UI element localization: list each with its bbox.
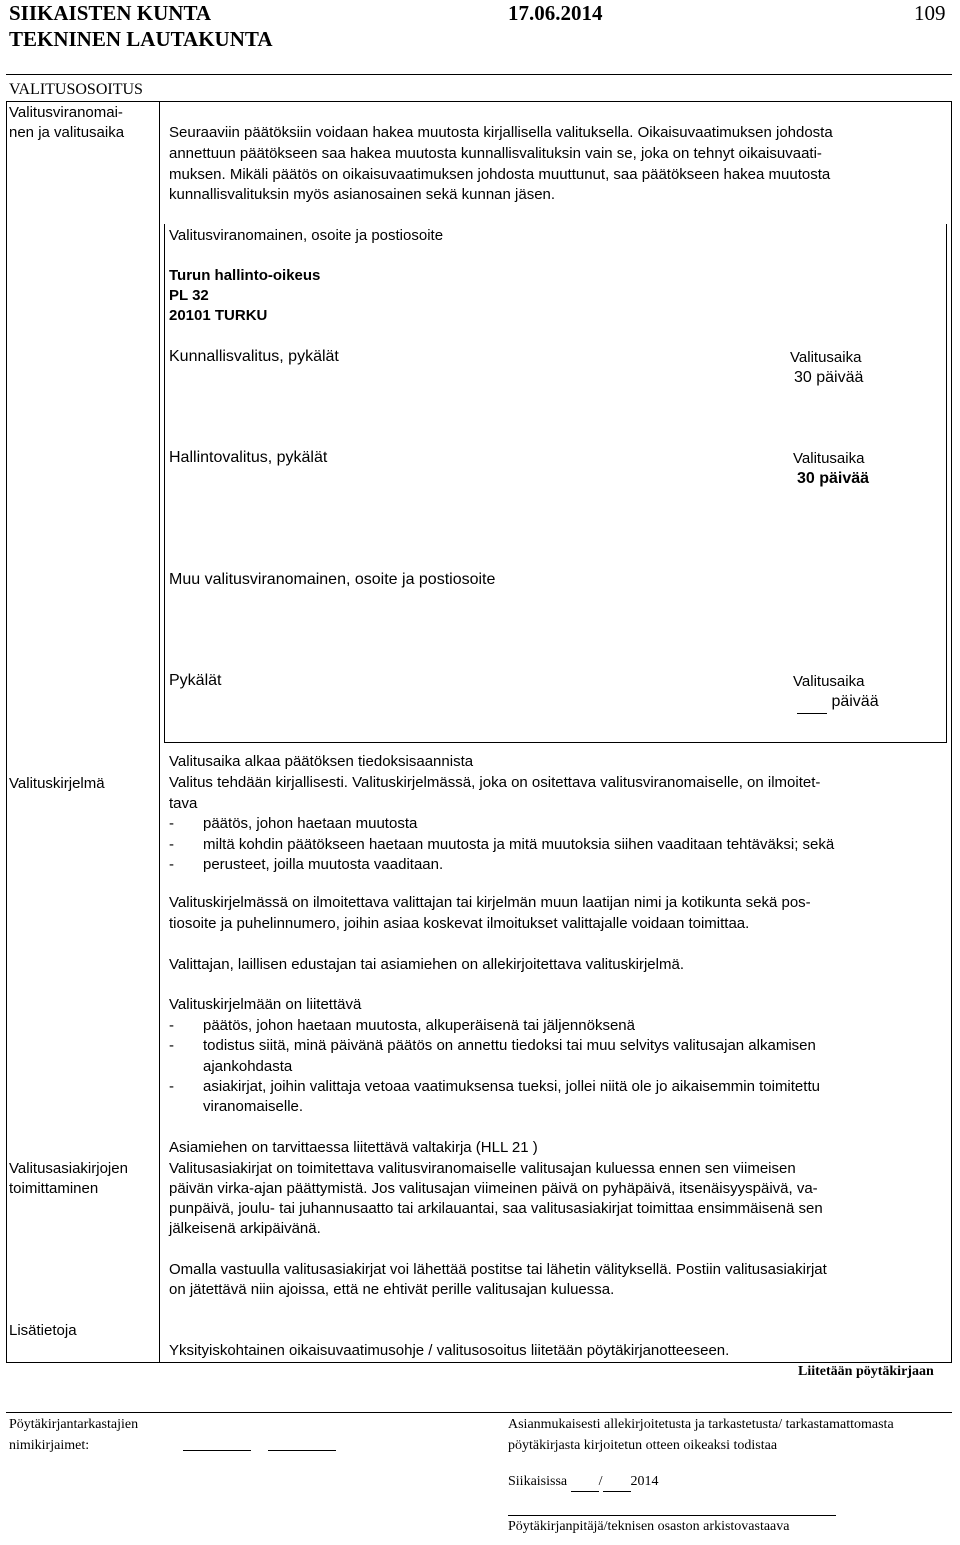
delivery-label-1: Valitusasiakirjojen — [9, 1160, 128, 1177]
certified-text-1: Asianmukaisesti allekirjoitetusta ja tarkastetusta/ tarkastamattomasta — [508, 1417, 894, 1432]
bullet-text: päätös, johon haetaan muutosta — [203, 815, 418, 832]
extra-info-text: Yksityiskohtainen oikaisuvaatimusohje / valitusosoitus liitetään pöytäkirjanotteeseen. — [169, 1342, 730, 1359]
attachment-bullet: - asiakirjat, joihin valittaja vetoaa vaatimuksensa tueksi, jollei niitä ole jo aikaisemmin toimitettu — [169, 1078, 820, 1095]
table-right-border — [951, 101, 952, 1363]
municipal-appeal-period-label: Valitusaika — [790, 349, 862, 366]
other-appeal-period — [797, 692, 879, 714]
footer-divider — [6, 1412, 952, 1413]
initials-label: nimikirjaimet: — [9, 1438, 90, 1453]
authority-section-label-2: nen ja valitusaika — [9, 124, 125, 141]
appeal-letter-para2-line: Valituskirjelmässä on ilmoitettava valittajan tai kirjelmän muun laatijan nimi ja kotikunta sekä pos- — [169, 894, 811, 911]
admin-appeal-sections-label: Hallintovalitus, pykälät — [169, 449, 328, 466]
place-date-line — [508, 1473, 659, 1492]
appeal-letter-signature-note: Valittajan, laillisen edustajan tai asiamiehen on allekirjoitettava valituskirjelmä. — [169, 956, 684, 973]
appeal-letter-para2-line: tiosoite ja puhelinnumero, joihin asiaa koskevat ilmoitukset valittajalle voidaan toimittaa. — [169, 915, 750, 932]
table-left-border — [6, 101, 7, 1363]
period-start-note: Valitusaika alkaa päätöksen tiedoksisaannista — [169, 753, 474, 770]
intro-line: kunnallisvalituksin myös asianosainen sekä kunnan jäsen. — [169, 186, 556, 203]
appeal-instructions-title: VALITUSOSOITUS — [9, 81, 143, 98]
delivery-line: jälkeisenä arkipäivänä. — [169, 1220, 321, 1237]
delivery-para2-line: Omalla vastuulla valitusasiakirjat voi lähettää postitse tai lähetin välityksellä. Postiin valitusasiakirjat — [169, 1261, 827, 1278]
attachment-bullet-cont: viranomaiselle. — [203, 1098, 304, 1115]
signer-title: Pöytäkirjanpitäjä/teknisen osaston arkistovastaava — [508, 1519, 790, 1534]
authority-box-left — [164, 224, 165, 742]
delivery-line: päivän virka-ajan päättymistä. Jos valitusajan viimeinen päivä on pyhäpäivä, itsenäisyyspäivä, va- — [169, 1180, 818, 1197]
other-sections-label: Pykälät — [169, 672, 222, 689]
attachments-heading: Valituskirjelmään on liitettävä — [169, 996, 362, 1013]
authority-section-label-1: Valitusviranomai- — [9, 104, 123, 121]
date-slash: / — [598, 1474, 603, 1489]
intro-line: muksen. Mikäli päätös on oikaisuvaatimuksen johdosta muuttunut, saa päätökseen hakea muutosta — [169, 166, 831, 183]
initials-line-2 — [268, 1450, 336, 1451]
admin-appeal-period-label: Valitusaika — [793, 450, 865, 467]
initials-line-1 — [183, 1450, 251, 1451]
meeting-date: 17.06.2014 — [508, 1, 603, 25]
attachment-bullet-cont: ajankohdasta — [203, 1058, 293, 1075]
appeal-letter-label: Valituskirjelmä — [9, 775, 105, 792]
page-number: 109 — [914, 1, 946, 25]
bullet-text: todistus siitä, minä päivänä päätös on annettu tiedoksi tai muu selvitys valitusajan alkamisen — [203, 1037, 816, 1054]
certified-text-2: pöytäkirjasta kirjoitetun otteen oikeaksi todistaa — [508, 1438, 778, 1453]
table-top-border — [6, 74, 952, 75]
extra-info-label: Lisätietoja — [9, 1322, 77, 1339]
municipal-appeal-period: 30 päivää — [794, 369, 864, 386]
bullet-text: päätös, johon haetaan muutosta, alkuperäisenä tai jäljennöksenä — [203, 1017, 635, 1034]
delivery-label-2: toimittaminen — [9, 1180, 99, 1197]
place-name: Siikaisissa — [508, 1474, 568, 1489]
appeal-letter-line: Valitus tehdään kirjallisesti. Valituskirjelmässä, joka on ositettava valitusviranomaiselle, on ilmoitet- — [169, 774, 821, 791]
intro-line: Seuraaviin päätöksiin voidaan hakea muutosta kirjallisella valituksella. Oikaisuvaatimuksen johdosta — [169, 124, 833, 141]
delivery-line: punpäivä, joulu- tai juhannusaatto tai arkilauantai, saa valitusasiakirjat toimittaa ensimmäisenä sen — [169, 1200, 823, 1217]
authority-box-right — [946, 224, 947, 742]
column-divider — [159, 101, 160, 1363]
appeal-letter-line: tava — [169, 795, 198, 812]
court-postal-address: 20101 TURKU — [169, 307, 268, 324]
attachment-bullet: - päätös, johon haetaan muutosta, alkuperäisenä tai jäljennöksenä — [169, 1017, 635, 1034]
title-row-divider — [6, 101, 952, 102]
appeal-letter-bullet: - perusteet, joilla muutosta vaaditaan. — [169, 856, 444, 873]
checkers-label: Pöytäkirjantarkastajien — [9, 1417, 139, 1432]
signature-line — [508, 1515, 836, 1516]
authority-heading: Valitusviranomainen, osoite ja postiosoite — [169, 227, 444, 244]
other-period-unit: päivää — [831, 693, 879, 710]
board-name: TEKNINEN LAUTAKUNTA — [9, 27, 273, 51]
delivery-line: Valitusasiakirjat on toimitettava valitusviranomaiselle valitusajan kuluessa ennen sen viimeisen — [169, 1160, 796, 1177]
attached-note: Liitetään pöytäkirjaan — [798, 1364, 934, 1379]
municipality-name: SIIKAISTEN KUNTA — [9, 1, 212, 25]
municipal-appeal-sections-label: Kunnallisvalitus, pykälät — [169, 348, 339, 365]
court-po-box: PL 32 — [169, 287, 209, 304]
court-name: Turun hallinto-oikeus — [169, 267, 321, 284]
intro-line: annettuun päätökseen saa hakea muutosta kunnallisvalituksin vain se, joka on tehnyt oikaisuvaati- — [169, 145, 822, 162]
day-blank — [571, 1473, 599, 1492]
bullet-text: asiakirjat, joihin valittaja vetoaa vaatimuksensa tueksi, jollei niitä ole jo aikaisemmin toimitettu — [203, 1078, 820, 1095]
authority-box-bottom — [164, 742, 947, 743]
appeal-letter-bullet: - miltä kohdin päätökseen haetaan muutosta ja mitä muutoksia siihen vaaditaan tehtäväksi; sekä — [169, 836, 835, 853]
signature-year: 2014 — [630, 1474, 659, 1489]
period-blank — [797, 692, 827, 714]
bullet-text: miltä kohdin päätökseen haetaan muutosta ja mitä muutoksia siihen vaaditaan tehtäväksi; sekä — [203, 836, 835, 853]
admin-appeal-period: 30 päivää — [797, 470, 870, 487]
month-blank — [603, 1473, 631, 1492]
bullet-text: perusteet, joilla muutosta vaaditaan. — [203, 856, 444, 873]
power-of-attorney-note: Asiamiehen on tarvittaessa liitettävä valtakirja (HLL 21 ) — [169, 1139, 538, 1156]
attachment-bullet: - todistus siitä, minä päivänä päätös on annettu tiedoksi tai muu selvitys valitusajan alkamisen — [169, 1037, 816, 1054]
delivery-para2-line: on jätettävä niin ajoissa, että ne ehtivät perille valitusajan kuluessa. — [169, 1281, 615, 1298]
appeal-letter-bullet: - päätös, johon haetaan muutosta — [169, 815, 418, 832]
other-appeal-period-label: Valitusaika — [793, 673, 865, 690]
other-authority-heading: Muu valitusviranomainen, osoite ja postiosoite — [169, 571, 496, 588]
